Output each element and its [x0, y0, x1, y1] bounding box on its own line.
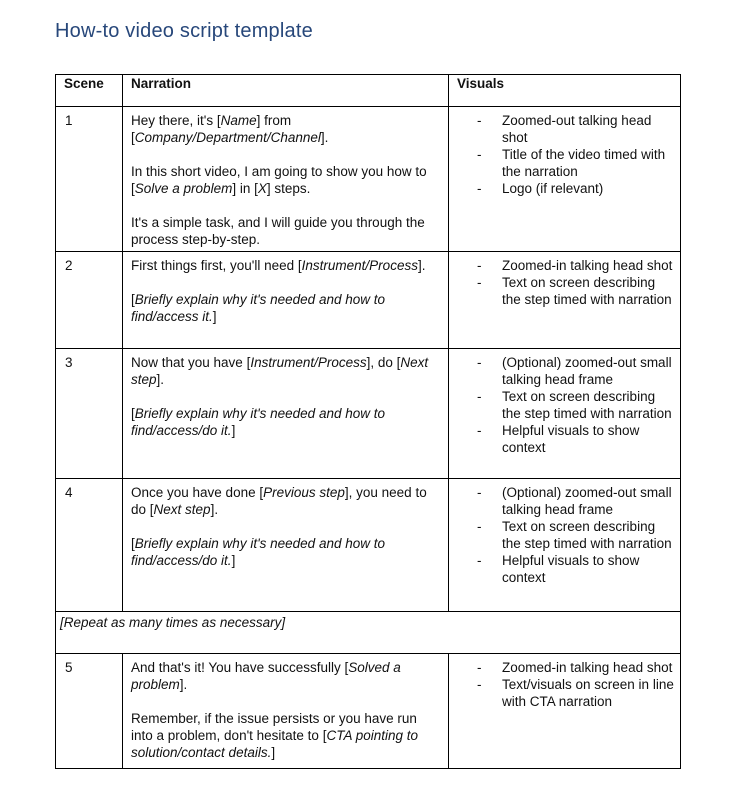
visuals-cell	[449, 479, 681, 612]
visuals-item: - Zoomed-in talking head shot	[449, 659, 676, 676]
col-header-narration: Narration	[123, 75, 449, 107]
header-row	[56, 75, 681, 107]
visuals-item: - Text on screen describing the step timed with narration	[449, 518, 676, 552]
visuals-list	[449, 112, 676, 197]
narration-paragraph: And that's it! You have successfully [Solved a problem].	[131, 660, 401, 692]
visuals-list	[449, 659, 676, 710]
table-row	[56, 349, 681, 479]
scene-number: 1	[56, 107, 123, 252]
visuals-list	[449, 484, 676, 586]
narration-paragraph: [Briefly explain why it's needed and how to find/access it.]	[131, 292, 385, 324]
visuals-cell	[449, 654, 681, 769]
narration-paragraph: [Briefly explain why it's needed and how to find/access/do it.]	[131, 536, 385, 568]
visuals-list	[449, 257, 676, 308]
visuals-item: - Title of the video timed with the narration	[449, 146, 676, 180]
visuals-list	[449, 354, 676, 456]
visuals-item: - Text/visuals on screen in line with CTA narration	[449, 676, 676, 710]
visuals-item: - (Optional) zoomed-out small talking head frame	[449, 484, 676, 518]
visuals-item: - (Optional) zoomed-out small talking head frame	[449, 354, 676, 388]
visuals-cell	[449, 252, 681, 349]
narration-cell	[123, 107, 449, 252]
visuals-item: - Zoomed-out talking head shot	[449, 112, 676, 146]
table-row	[56, 654, 681, 769]
visuals-item: - Text on screen describing the step timed with narration	[449, 274, 676, 308]
scene-number: 4	[56, 479, 123, 612]
narration-paragraph: Once you have done [Previous step], you need to do [Next step].	[131, 485, 427, 517]
script-table	[55, 74, 681, 769]
narration-cell	[123, 349, 449, 479]
narration-cell	[123, 479, 449, 612]
visuals-item: - Zoomed-in talking head shot	[449, 257, 676, 274]
narration-paragraph: It's a simple task, and I will guide you through the process step-by-step.	[131, 215, 425, 247]
table-row	[56, 479, 681, 612]
narration-paragraph: Now that you have [Instrument/Process], do [Next step].	[131, 355, 429, 387]
narration-paragraph: First things first, you'll need [Instrument/Process].	[131, 258, 426, 273]
page-title: How-to video script template	[55, 20, 313, 42]
repeat-row	[56, 612, 681, 654]
col-header-visuals: Visuals	[449, 75, 681, 107]
visuals-cell	[449, 349, 681, 479]
table-row	[56, 252, 681, 349]
scene-number: 5	[56, 654, 123, 769]
narration-cell	[123, 252, 449, 349]
visuals-item: - Helpful visuals to show context	[449, 422, 676, 456]
visuals-item: - Text on screen describing the step timed with narration	[449, 388, 676, 422]
visuals-item: - Helpful visuals to show context	[449, 552, 676, 586]
col-header-scene: Scene	[56, 75, 123, 107]
narration-paragraph: Remember, if the issue persists or you have run into a problem, don't hesitate to [CTA pointing to solution/contact details.]	[131, 711, 418, 760]
repeat-note: [Repeat as many times as necessary]	[56, 612, 681, 654]
scene-number: 3	[56, 349, 123, 479]
visuals-item: - Logo (if relevant)	[449, 180, 676, 197]
narration-paragraph: [Briefly explain why it's needed and how to find/access/do it.]	[131, 406, 385, 438]
narration-paragraph: Hey there, it's [Name] from [Company/Department/Channel].	[131, 113, 329, 145]
visuals-cell	[449, 107, 681, 252]
scene-number: 2	[56, 252, 123, 349]
narration-cell	[123, 654, 449, 769]
table-row	[56, 107, 681, 252]
narration-paragraph: In this short video, I am going to show you how to [Solve a problem] in [X] steps.	[131, 164, 427, 196]
